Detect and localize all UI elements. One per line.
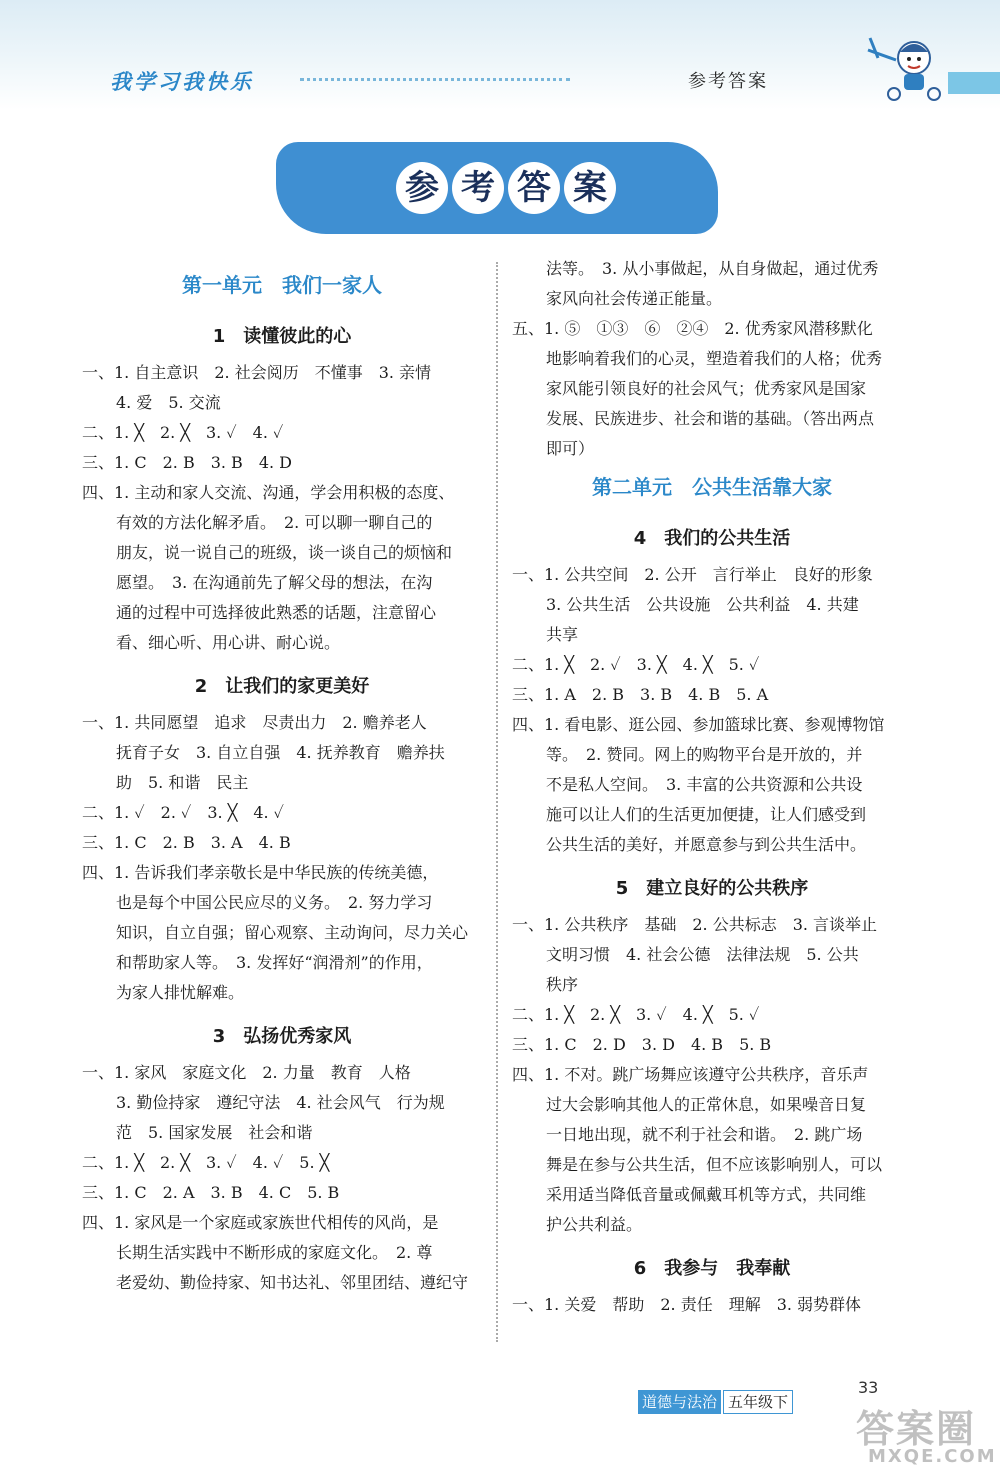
title-char: 考 <box>452 162 504 214</box>
answer-line: 一日地出现，就不利于社会和谐。 2. 跳广场 <box>546 1125 863 1144</box>
answer-line: 五、1. ⑤ ①③ ⑥ ②④ 2. 优秀家风潜移默化 <box>512 319 873 338</box>
answer-line: 和帮助家人等。 3. 发挥好“润滑剂”的作用， <box>116 953 433 972</box>
footer-badge <box>638 1390 793 1414</box>
unit-title: 第一单元 我们一家人 <box>182 273 382 297</box>
answer-line: 不是私人空间。 3. 丰富的公共资源和公共设 <box>546 775 863 794</box>
answer-line: 知识，自立自强；留心观察、主动询问，尽力关心 <box>116 923 469 942</box>
left-answer-column <box>82 262 482 1298</box>
watermark-logo-text: 答案圈 <box>856 1407 977 1451</box>
column-divider <box>496 262 498 1342</box>
answer-line: 一、1. 公共空间 2. 公开 言行举止 良好的形象 <box>512 565 873 584</box>
answer-line: 家风向社会传递正能量。 <box>546 289 723 308</box>
header-tab-decoration <box>948 72 1000 94</box>
answer-line: 二、1. ╳ 2. ╳ 3. ✓ 4. ✓ 5. ╳ <box>82 1153 330 1172</box>
answer-line: 也是每个中国公民应尽的义务。 2. 努力学习 <box>116 893 433 912</box>
answer-line: 助 5. 和谐 民主 <box>116 773 249 792</box>
title-char: 案 <box>564 162 616 214</box>
lesson-title: 5 建立良好的公共秩序 <box>615 878 809 899</box>
answer-line: 文明习惯 4. 社会公德 法律法规 5. 公共 <box>546 945 859 964</box>
answer-line: 老爱幼、勤俭持家、知书达礼、邻里团结、遵纪守 <box>116 1273 469 1292</box>
answer-line: 四、1. 告诉我们孝亲敬长是中华民族的传统美德， <box>82 863 439 882</box>
page-number: 33 <box>858 1378 879 1397</box>
right-answer-column <box>512 254 912 1320</box>
header-dotted-line <box>300 78 570 81</box>
lesson-title: 3 弘扬优秀家风 <box>212 1026 352 1047</box>
answer-line: 公共生活的美好，并愿意参与到公共生活中。 <box>546 835 867 854</box>
answer-line: 共享 <box>546 625 579 644</box>
answer-line: 四、1. 不对。跳广场舞应该遵守公共秩序，音乐声 <box>512 1065 869 1084</box>
answer-line: 范 5. 国家发展 社会和谐 <box>116 1123 313 1142</box>
answer-line: 一、1. 关爱 帮助 2. 责任 理解 3. 弱势群体 <box>512 1295 862 1314</box>
watermark-url-text: MXQE.COM <box>868 1446 997 1467</box>
answer-line: 舞是在参与公共生活，但不应该影响别人，可以 <box>546 1155 883 1174</box>
answer-line: 家风能引领良好的社会风气；优秀家风是国家 <box>546 379 867 398</box>
answer-line: 一、1. 公共秩序 基础 2. 公共标志 3. 言谈举止 <box>512 915 878 934</box>
answer-line: 二、1. ╳ 2. ╳ 3. ✓ 4. ✓ <box>82 423 284 442</box>
unit-title: 第二单元 公共生活靠大家 <box>592 475 832 499</box>
answer-line: 长期生活实践中不断形成的家庭文化。 2. 尊 <box>116 1243 433 1262</box>
answer-line: 愿望。 3. 在沟通前先了解父母的想法，在沟 <box>116 573 433 592</box>
answer-line: 3. 勤俭持家 遵纪守法 4. 社会风气 行为规 <box>116 1093 445 1112</box>
answer-line: 法等。 3. 从小事做起，从自身做起，通过优秀 <box>546 259 879 278</box>
answer-line: 为家人排忧解难。 <box>116 983 245 1002</box>
lesson-title: 1 读懂彼此的心 <box>212 326 352 347</box>
answer-line: 有效的方法化解矛盾。 2. 可以聊一聊自己的 <box>116 513 433 532</box>
answer-line: 发展、民族进步、社会和谐的基础。（答出两点 <box>546 409 875 428</box>
answer-line: 抚育子女 3. 自立自强 4. 抚养教育 赡养扶 <box>116 743 445 762</box>
answer-line: 一、1. 自主意识 2. 社会阅历 不懂事 3. 亲情 <box>82 363 432 382</box>
header-slogan: 我学习我快乐 <box>110 70 254 94</box>
answer-line: 通的过程中可选择彼此熟悉的话题，注意留心 <box>116 603 437 622</box>
answer-line: 4. 爱 5. 交流 <box>116 393 221 412</box>
answer-line: 3. 公共生活 公共设施 公共利益 4. 共建 <box>546 595 859 614</box>
answer-line: 等。 2. 赞同。网上的购物平台是开放的，并 <box>546 745 863 764</box>
answer-line: 看、细心听、用心讲、耐心说。 <box>116 633 341 652</box>
answer-line: 施可以让人们的生活更加便捷，让人们感受到 <box>546 805 867 824</box>
lesson-title: 6 我参与 我奉献 <box>633 1258 791 1279</box>
answer-line: 四、1. 主动和家人交流、沟通，学会用积极的态度、 <box>82 483 455 502</box>
answer-line: 三、1. C 2. B 3. B 4. D <box>82 453 292 472</box>
answer-line: 一、1. 共同愿望 追求 尽责出力 2. 赡养老人 <box>82 713 427 732</box>
header-section-label: 参考答案 <box>688 71 768 92</box>
title-char: 参 <box>396 162 448 214</box>
answer-line: 二、1. ╳ 2. ✓ 3. ╳ 4. ╳ 5. ✓ <box>512 655 760 674</box>
answer-line: 三、1. C 2. D 3. D 4. B 5. B <box>512 1035 772 1054</box>
footer-subject: 道德与法治 <box>638 1390 721 1414</box>
answer-line: 三、1. C 2. B 3. A 4. B <box>82 833 291 852</box>
answer-line: 采用适当降低音量或佩戴耳机等方式，共同维 <box>546 1185 867 1204</box>
answer-line: 四、1. 家风是一个家庭或家族世代相传的风尚，是 <box>82 1213 439 1232</box>
page-title <box>396 162 620 214</box>
answer-line: 过大会影响其他人的正常休息，如果噪音日复 <box>546 1095 867 1114</box>
answer-line: 朋友，说一说自己的班级，谈一谈自己的烦恼和 <box>116 543 453 562</box>
answer-line: 三、1. C 2. A 3. B 4. C 5. B <box>82 1183 340 1202</box>
answer-line: 二、1. ✓ 2. ✓ 3. ╳ 4. ✓ <box>82 803 284 822</box>
mascot-icon <box>858 30 948 102</box>
answer-line: 地影响着我们的心灵，塑造着我们的人格；优秀 <box>546 349 883 368</box>
answer-line: 一、1. 家风 家庭文化 2. 力量 教育 人格 <box>82 1063 411 1082</box>
answer-line: 秩序 <box>546 975 579 994</box>
answer-line: 四、1. 看电影、逛公园、参加篮球比赛、参观博物馆 <box>512 715 885 734</box>
watermark <box>852 1398 1000 1472</box>
title-char: 答 <box>508 162 560 214</box>
title-banner <box>276 142 718 234</box>
answer-line: 二、1. ╳ 2. ╳ 3. ✓ 4. ╳ 5. ✓ <box>512 1005 760 1024</box>
lesson-title: 2 让我们的家更美好 <box>194 676 370 697</box>
footer-grade: 五年级下 <box>723 1390 793 1414</box>
lesson-title: 4 我们的公共生活 <box>633 528 791 549</box>
answer-line: 护公共利益。 <box>546 1215 643 1234</box>
answer-line: 即可） <box>546 439 595 458</box>
answer-line: 三、1. A 2. B 3. B 4. B 5. A <box>512 685 769 704</box>
